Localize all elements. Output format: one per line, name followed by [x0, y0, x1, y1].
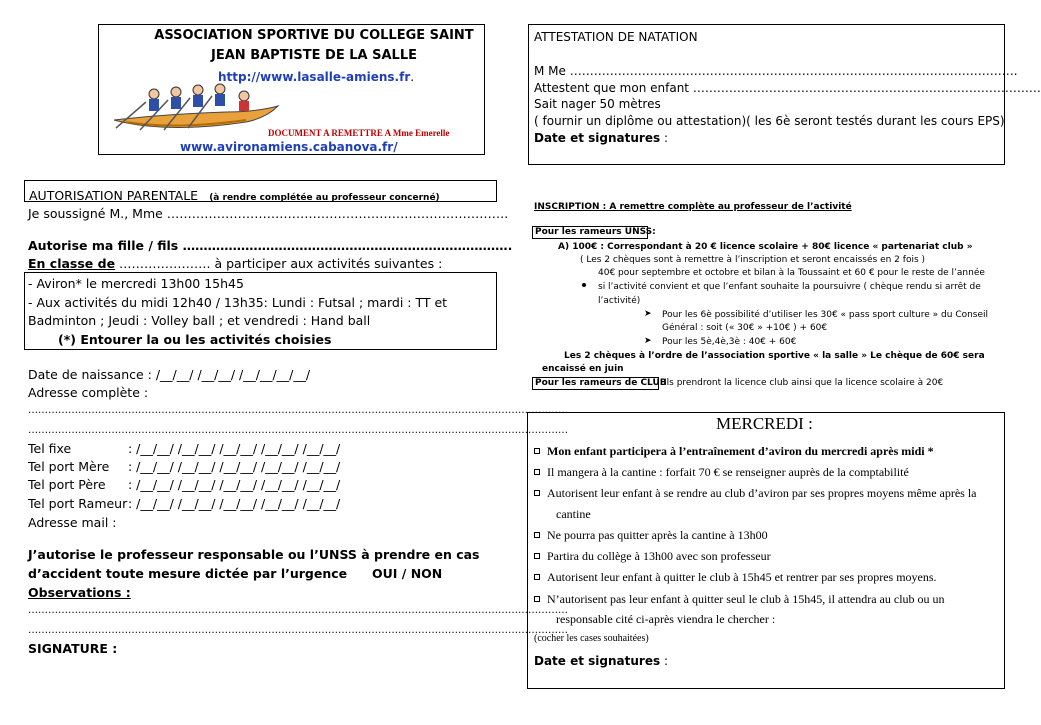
- attestation-mme[interactable]: M Me ………………………………………………………………………………………………….: [534, 64, 1018, 78]
- checkbox-icon[interactable]: [534, 574, 540, 580]
- tel-mere-label: Tel port Mère: [28, 459, 110, 474]
- mercredi-option-4[interactable]: Ne pourra pas quitter après la cantine à 13h00: [534, 528, 768, 543]
- checkbox-icon[interactable]: [534, 490, 540, 496]
- club-text: Ils prendront la licence club ainsi que la licence scolaire à 20€: [664, 378, 944, 388]
- autorise-line[interactable]: Autorise ma fille / fils …………………………………………………………………….: [28, 238, 513, 253]
- oui-non-choice[interactable]: OUI / NON: [372, 566, 443, 581]
- unss-label: Pour les rameurs UNSS:: [535, 227, 656, 237]
- checkbox-icon[interactable]: [534, 448, 540, 454]
- observations-dotline-2[interactable]: ………………………………………………………………………………………………………………………………………………: [28, 625, 568, 636]
- rowing-crew-icon: [106, 82, 286, 134]
- arrow-right-icon: ➤: [644, 336, 652, 346]
- header-title-block: [130, 28, 498, 63]
- mercredi-option-7[interactable]: N’autorisent pas leur enfant à quitter seul le club à 15h45, il attendra au club ou un: [534, 592, 945, 607]
- mercredi-cocher-note: (cocher les cases souhaitées): [534, 633, 649, 644]
- website-link-row: http://www.lasalle-amiens.fr.: [218, 70, 415, 84]
- club-label: Pour les rameurs de CLUB: [535, 378, 667, 388]
- tel-rameur-field[interactable]: : /__/__/ /__/__/ /__/__/ /__/__/ /__/__/: [128, 496, 341, 511]
- mercredi-option-3[interactable]: Autorisent leur enfant à se rendre au club d’aviron par ses propres moyens même après la: [534, 486, 977, 501]
- deliver-note: DOCUMENT A REMETTRE A Mme Emerelle: [268, 128, 450, 138]
- activity-note: (*) Entourer la ou les activités choisies: [58, 332, 332, 347]
- en-classe-label: En classe de: [28, 256, 116, 271]
- activity-midi-cont: Badminton ; Jeudi : Volley ball ; et vendredi : Hand ball: [28, 313, 371, 328]
- observations-dotline-1[interactable]: ………………………………………………………………………………………………………………………………………………: [28, 605, 568, 616]
- checkbox-icon[interactable]: [534, 532, 540, 538]
- adresse-label: Adresse complète :: [28, 385, 149, 400]
- attestation-enfant[interactable]: Attestent que mon enfant ……………………………………………………………………………: [534, 81, 1041, 95]
- autorisation-title: AUTORISATION PARENTALE: [29, 188, 199, 203]
- observations-label: Observations :: [28, 585, 131, 600]
- adresse-mail-field[interactable]: Adresse mail :: [28, 515, 117, 530]
- adresse-dotline-2[interactable]: ………………………………………………………………………………………………………………………………………………: [28, 425, 568, 436]
- inscription-cheques-order-line1: Les 2 chèques à l’ordre de l’association sportive « la salle » Le chèque de 60€ sera: [564, 351, 985, 361]
- tel-rameur-label: Tel port Rameur: [28, 496, 128, 511]
- header-title-line1: ASSOCIATION SPORTIVE DU COLLEGE SAINT: [154, 28, 474, 43]
- mercredi-option-5[interactable]: Partira du collège à 13h00 avec son professeur: [534, 549, 771, 564]
- en-classe-rest: …………………. à participer aux activités suivantes :: [119, 256, 443, 271]
- inscription-bullet-line3: l’activité): [598, 296, 641, 306]
- tel-pere-label: Tel port Père: [28, 477, 106, 492]
- attestation-date-signatures[interactable]: Date et signatures :: [534, 131, 668, 145]
- inscription-arrow1-line2: Général : soit (« 30€ » +10€ ) + 60€: [662, 323, 828, 333]
- autorisation-title-row: [29, 185, 440, 204]
- soussigne-line[interactable]: Je soussigné M., Mme ……………………………………………………………………….: [28, 206, 509, 221]
- urgence-line1: J’autorise le professeur responsable ou l’UNSS à prendre en cas: [28, 547, 480, 562]
- attestation-title: ATTESTATION DE NATATION: [534, 30, 698, 44]
- inscription-item-a: A) 100€ : Correspondant à 20 € licence scolaire + 80€ licence « partenariat club »: [558, 242, 973, 252]
- checkbox-icon[interactable]: [534, 553, 540, 559]
- checkbox-icon[interactable]: [534, 596, 540, 602]
- attestation-nager: Sait nager 50 mètres: [534, 97, 661, 111]
- inscription-bullet-line1: 40€ pour septembre et octobre et bilan à la Toussaint et 60 € pour le reste de l’année: [598, 268, 985, 278]
- header-title-line2: JEAN BAPTISTE DE LA SALLE: [211, 48, 417, 63]
- mercredi-date-signatures[interactable]: Date et signatures :: [534, 654, 668, 668]
- naissance-field[interactable]: Date de naissance : /__/__/ /__/__/ /__/__/__/__/: [28, 367, 311, 382]
- adresse-dotline-1[interactable]: ………………………………………………………………………………………………………………………………………………: [28, 405, 568, 416]
- autorisation-subtitle: (à rendre complétée au professeur concerné): [209, 193, 440, 203]
- inscription-cheques-order-line2: encaissé en juin: [542, 364, 624, 374]
- tel-mere-field[interactable]: : /__/__/ /__/__/ /__/__/ /__/__/ /__/__/: [128, 459, 341, 474]
- en-classe-line[interactable]: [28, 256, 442, 271]
- arrow-right-icon: ➤: [644, 309, 652, 319]
- bullet-dot-icon: [582, 272, 586, 291]
- tel-fixe-label: Tel fixe: [28, 441, 72, 456]
- activity-midi[interactable]: - Aux activités du midi 12h40 / 13h35: Lundi : Futsal ; mardi : TT et: [28, 295, 448, 310]
- tel-pere-field[interactable]: : /__/__/ /__/__/ /__/__/ /__/__/ /__/__/: [128, 477, 341, 492]
- inscription-title: INSCRIPTION : A remettre complète au professeur de l’activité: [534, 202, 852, 212]
- club-site-link[interactable]: www.avironamiens.cabanova.fr/: [180, 140, 398, 154]
- mercredi-option-1[interactable]: Mon enfant participera à l’entraînement d’aviron du mercredi après midi *: [534, 444, 934, 459]
- website-link[interactable]: http://www.lasalle-amiens.fr: [218, 70, 411, 84]
- mercredi-option-2[interactable]: Il mangera à la cantine : forfait 70 € se renseigner auprès de la comptabilité: [534, 465, 909, 480]
- urgence-line2: d’accident toute mesure dictée par l’urgence: [28, 566, 348, 581]
- checkbox-icon[interactable]: [534, 469, 540, 475]
- activity-aviron[interactable]: - Aviron* le mercredi 13h00 15h45: [28, 276, 244, 291]
- mercredi-title: MERCREDI :: [716, 414, 813, 433]
- inscription-bullet-line2: si l’activité convient et que l’enfant souhaite la poursuivre ( chèque rendu si arrêt de: [598, 282, 981, 292]
- tel-fixe-field[interactable]: : /__/__/ /__/__/ /__/__/ /__/__/ /__/__/: [128, 441, 341, 456]
- inscription-two-cheques: ( Les 2 chèques sont à remettre à l’inscription et seront encaissés en 2 fois ): [580, 255, 926, 265]
- signature-label: SIGNATURE :: [28, 641, 118, 656]
- inscription-arrow1-line1: Pour les 6è possibilité d’utiliser les 30€ « pass sport culture » du Conseil: [662, 310, 989, 320]
- inscription-arrow2: Pour les 5è,4è,3è : 40€ + 60€: [662, 337, 797, 347]
- mercredi-option-7-cont: responsable cité ci-après viendra le chercher :: [556, 612, 776, 626]
- attestation-fournir: ( fournir un diplôme ou attestation)( les 6è seront testés durant les cours EPS): [534, 114, 1005, 128]
- mercredi-option-3-cont: cantine: [556, 507, 591, 521]
- mercredi-option-6[interactable]: Autorisent leur enfant à quitter le club à 15h45 et rentrer par ses propres moyens.: [534, 570, 937, 585]
